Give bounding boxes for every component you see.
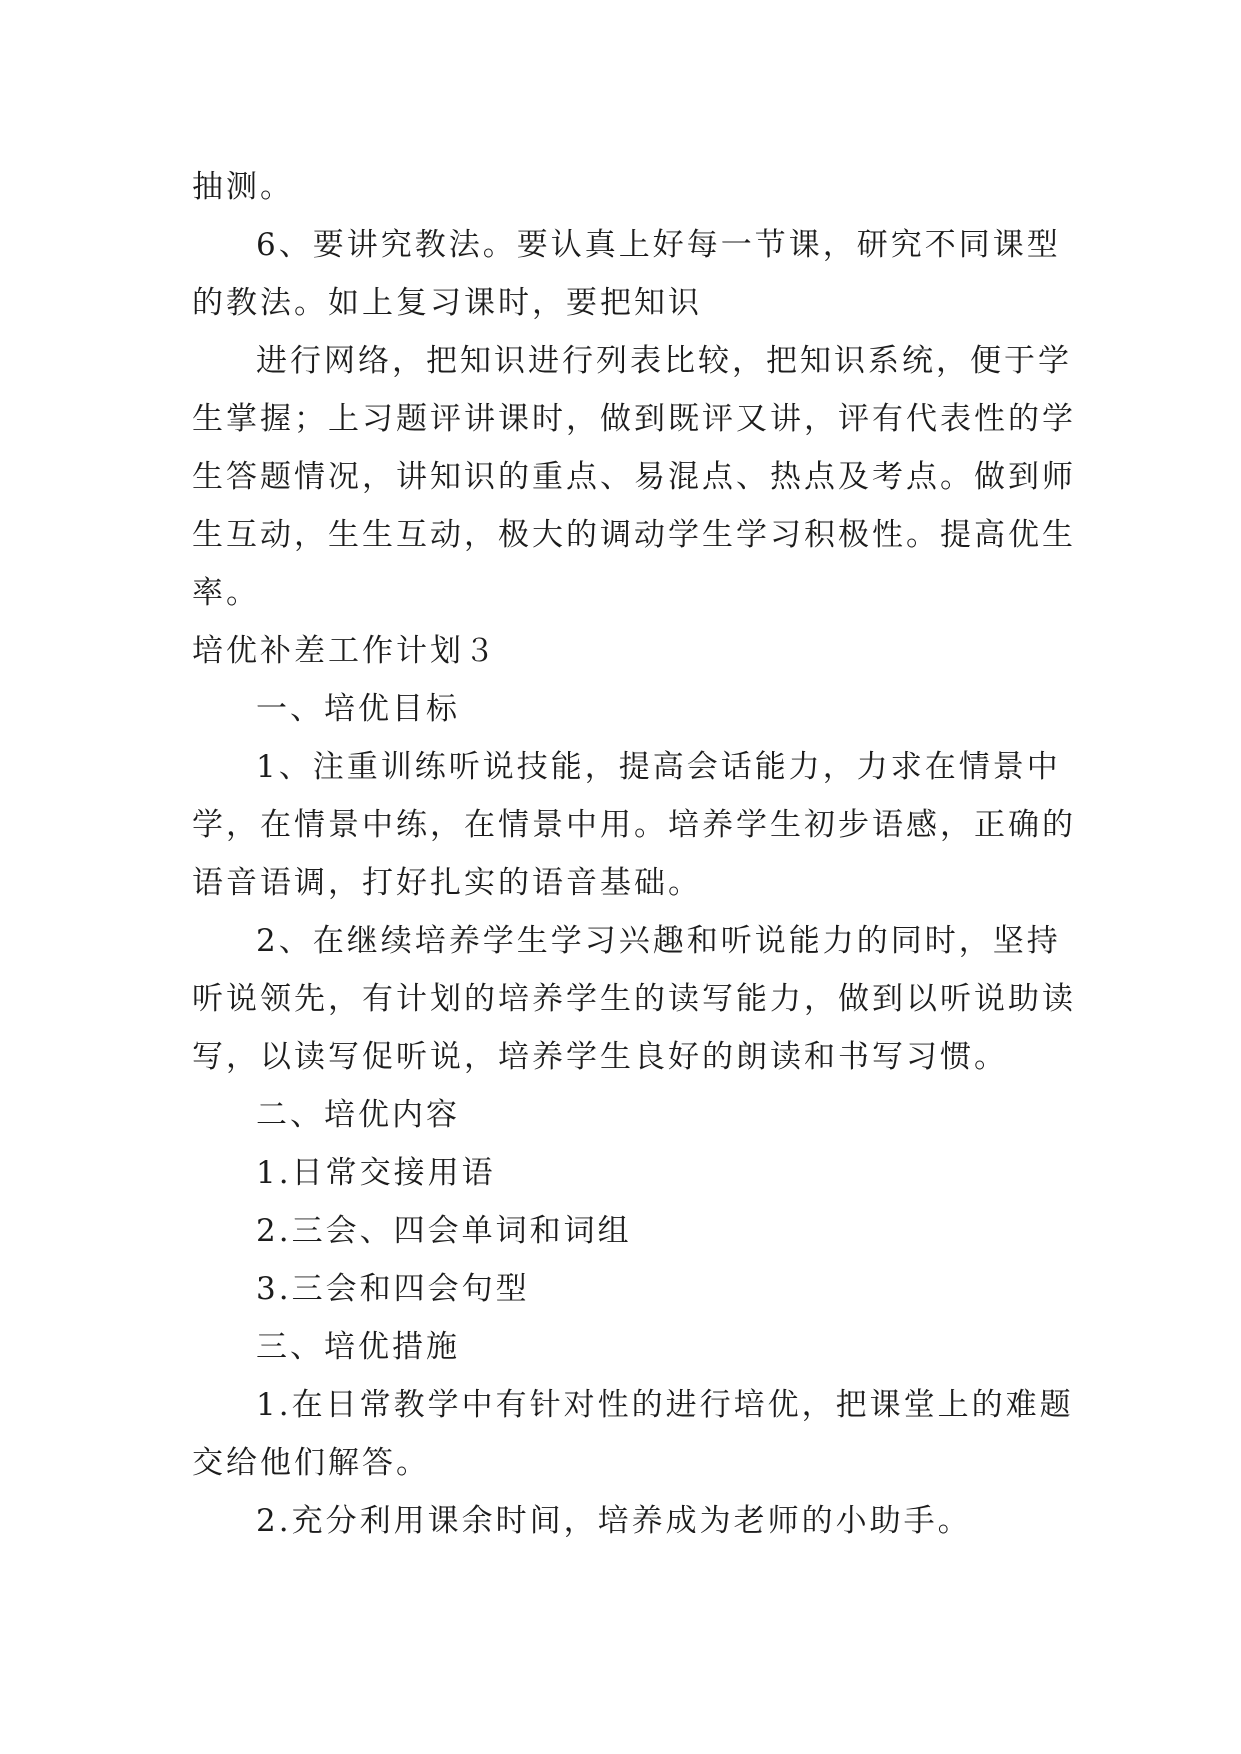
heading: 三、培优措施 [256,1329,460,1365]
text-line: 写，以读写促听说，培养学生良好的朗读和书写习惯。 [192,1039,1008,1075]
text-line: 交给他们解答。 [192,1445,430,1481]
section-title: 培优补差工作计划３ [192,633,498,669]
text-line: 6、要讲究教法。要认真上好每一节课，研究不同课型 [256,227,1061,263]
text-line: 抽测。 [192,169,294,205]
text-line: 生答题情况，讲知识的重点、易混点、热点及考点。做到师 [192,459,1076,495]
list-item: 1.在日常教学中有针对性的进行培优，把课堂上的难题 [256,1387,1074,1423]
heading: 一、培优目标 [256,691,460,727]
text-line: 学，在情景中练，在情景中用。培养学生初步语感，正确的 [192,807,1076,843]
text-line: 1、注重训练听说技能，提高会话能力，力求在情景中 [256,749,1061,785]
list-item: 3.三会和四会句型 [256,1271,530,1307]
text-line: 的教法。如上复习课时，要把知识 [192,285,702,321]
text-line: 2、在继续培养学生学习兴趣和听说能力的同时，坚持 [256,923,1061,959]
list-item: 1.日常交接用语 [256,1155,496,1191]
text-line: 进行网络，把知识进行列表比较，把知识系统，便于学 [256,343,1072,379]
heading: 二、培优内容 [256,1097,460,1133]
text-line: 率。 [192,575,260,611]
list-item: 2.三会、四会单词和词组 [256,1213,632,1249]
document-body [192,158,1076,1550]
text-line: 生互动，生生互动，极大的调动学生学习积极性。提高优生 [192,517,1076,553]
text-line: 语音语调，打好扎实的语音基础。 [192,865,702,901]
list-item: 2.充分利用课余时间，培养成为老师的小助手。 [256,1503,972,1539]
text-line: 生掌握；上习题评讲课时，做到既评又讲，评有代表性的学 [192,401,1076,437]
text-line: 听说领先，有计划的培养学生的读写能力，做到以听说助读 [192,981,1076,1017]
